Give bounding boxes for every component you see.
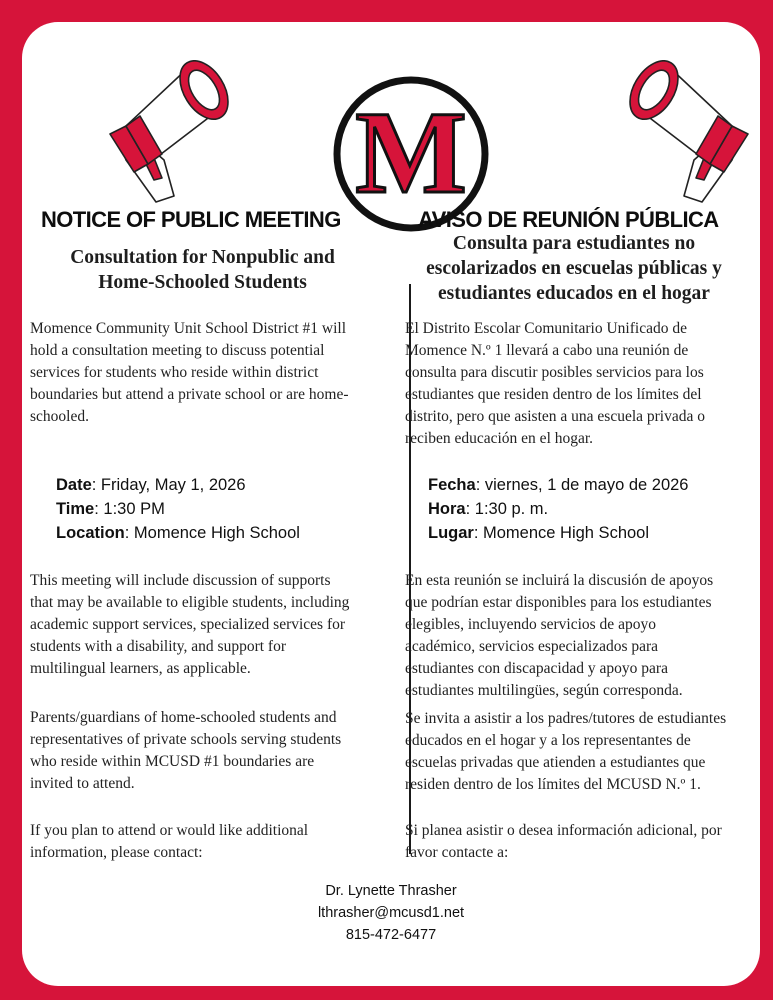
spanish-invite-paragraph: Se invita a asistir a los padres/tutores de estudiantes educados en el hogar y a los representantes de escuelas privadas que atienden a estudiantes que residen dentro de los límites del MCUSD N.º 1. xyxy=(405,710,727,793)
svg-text:M: M xyxy=(355,87,467,218)
spanish-heading: AVISO DE REUNIÓN PÚBLICA xyxy=(418,207,719,232)
spanish-subheading: Consulta para estudiantes no escolarizados en escuelas públicas y estudiantes educados en el hogar xyxy=(426,233,722,304)
english-supports-paragraph: This meeting will include discussion of supports that may be available to eligible students, including academic support services, specialized services for students with a disability, and support for multilingual learners, as applicable. xyxy=(30,572,350,677)
contact-phone[interactable]: 815-472-6477 xyxy=(345,927,437,943)
spanish-contact-prompt: Si planea asistir o desea información adicional, por favor contacte a: xyxy=(405,822,722,861)
english-subheading: Consultation for Nonpublic and Home-Schooled Students xyxy=(70,247,335,293)
location-row: Location: Momence High School xyxy=(56,524,300,542)
megaphone-icon xyxy=(622,60,754,210)
flyer-card xyxy=(22,22,760,986)
english-invite-paragraph: Parents/guardians of home-schooled students and representatives of private schools serving students who reside within MCUSD #1 boundaries are invited to attend. xyxy=(30,709,342,792)
spanish-intro: El Distrito Escolar Comunitario Unificado de Momence N.º 1 llevará a cabo una reunión de consulta para discutir posibles servicios para los estudiantes que residen dentro de los límites del distrito, pero que asisten a una escuela privada o reciben educación en el hogar. xyxy=(405,320,705,447)
megaphone-icon xyxy=(104,60,236,210)
contact-block xyxy=(22,880,760,946)
contact-name: Dr. Lynette Thrasher xyxy=(325,883,457,899)
spanish-meeting-details xyxy=(428,473,689,545)
english-contact-prompt: If you plan to attend or would like additional information, please contact: xyxy=(30,822,309,861)
english-intro: Momence Community Unit School District #1 will hold a consultation meeting to discuss potential services for students who reside within district boundaries but attend a private school or are home- schooled. xyxy=(30,320,349,425)
english-meeting-details xyxy=(56,473,300,545)
time-row: Time: 1:30 PM xyxy=(56,500,165,518)
lugar-row: Lugar: Momence High School xyxy=(428,524,650,542)
contact-email[interactable]: lthrasher@mcusd1.net xyxy=(317,905,465,921)
fecha-row: Fecha: viernes, 1 de mayo de 2026 xyxy=(428,476,689,494)
date-row: Date: Friday, May 1, 2026 xyxy=(56,476,246,494)
english-heading: NOTICE OF PUBLIC MEETING xyxy=(41,207,341,232)
spanish-supports-paragraph: En esta reunión se incluirá la discusión de apoyos que podrían estar disponibles para los estudiantes elegibles, incluyendo servicios de apoyo académico, servicios especializados para estudiantes con discapacidad y apoyo para estudiantes multilingües, según corresponda. xyxy=(405,572,714,699)
hora-row: Hora: 1:30 p. m. xyxy=(428,500,549,518)
